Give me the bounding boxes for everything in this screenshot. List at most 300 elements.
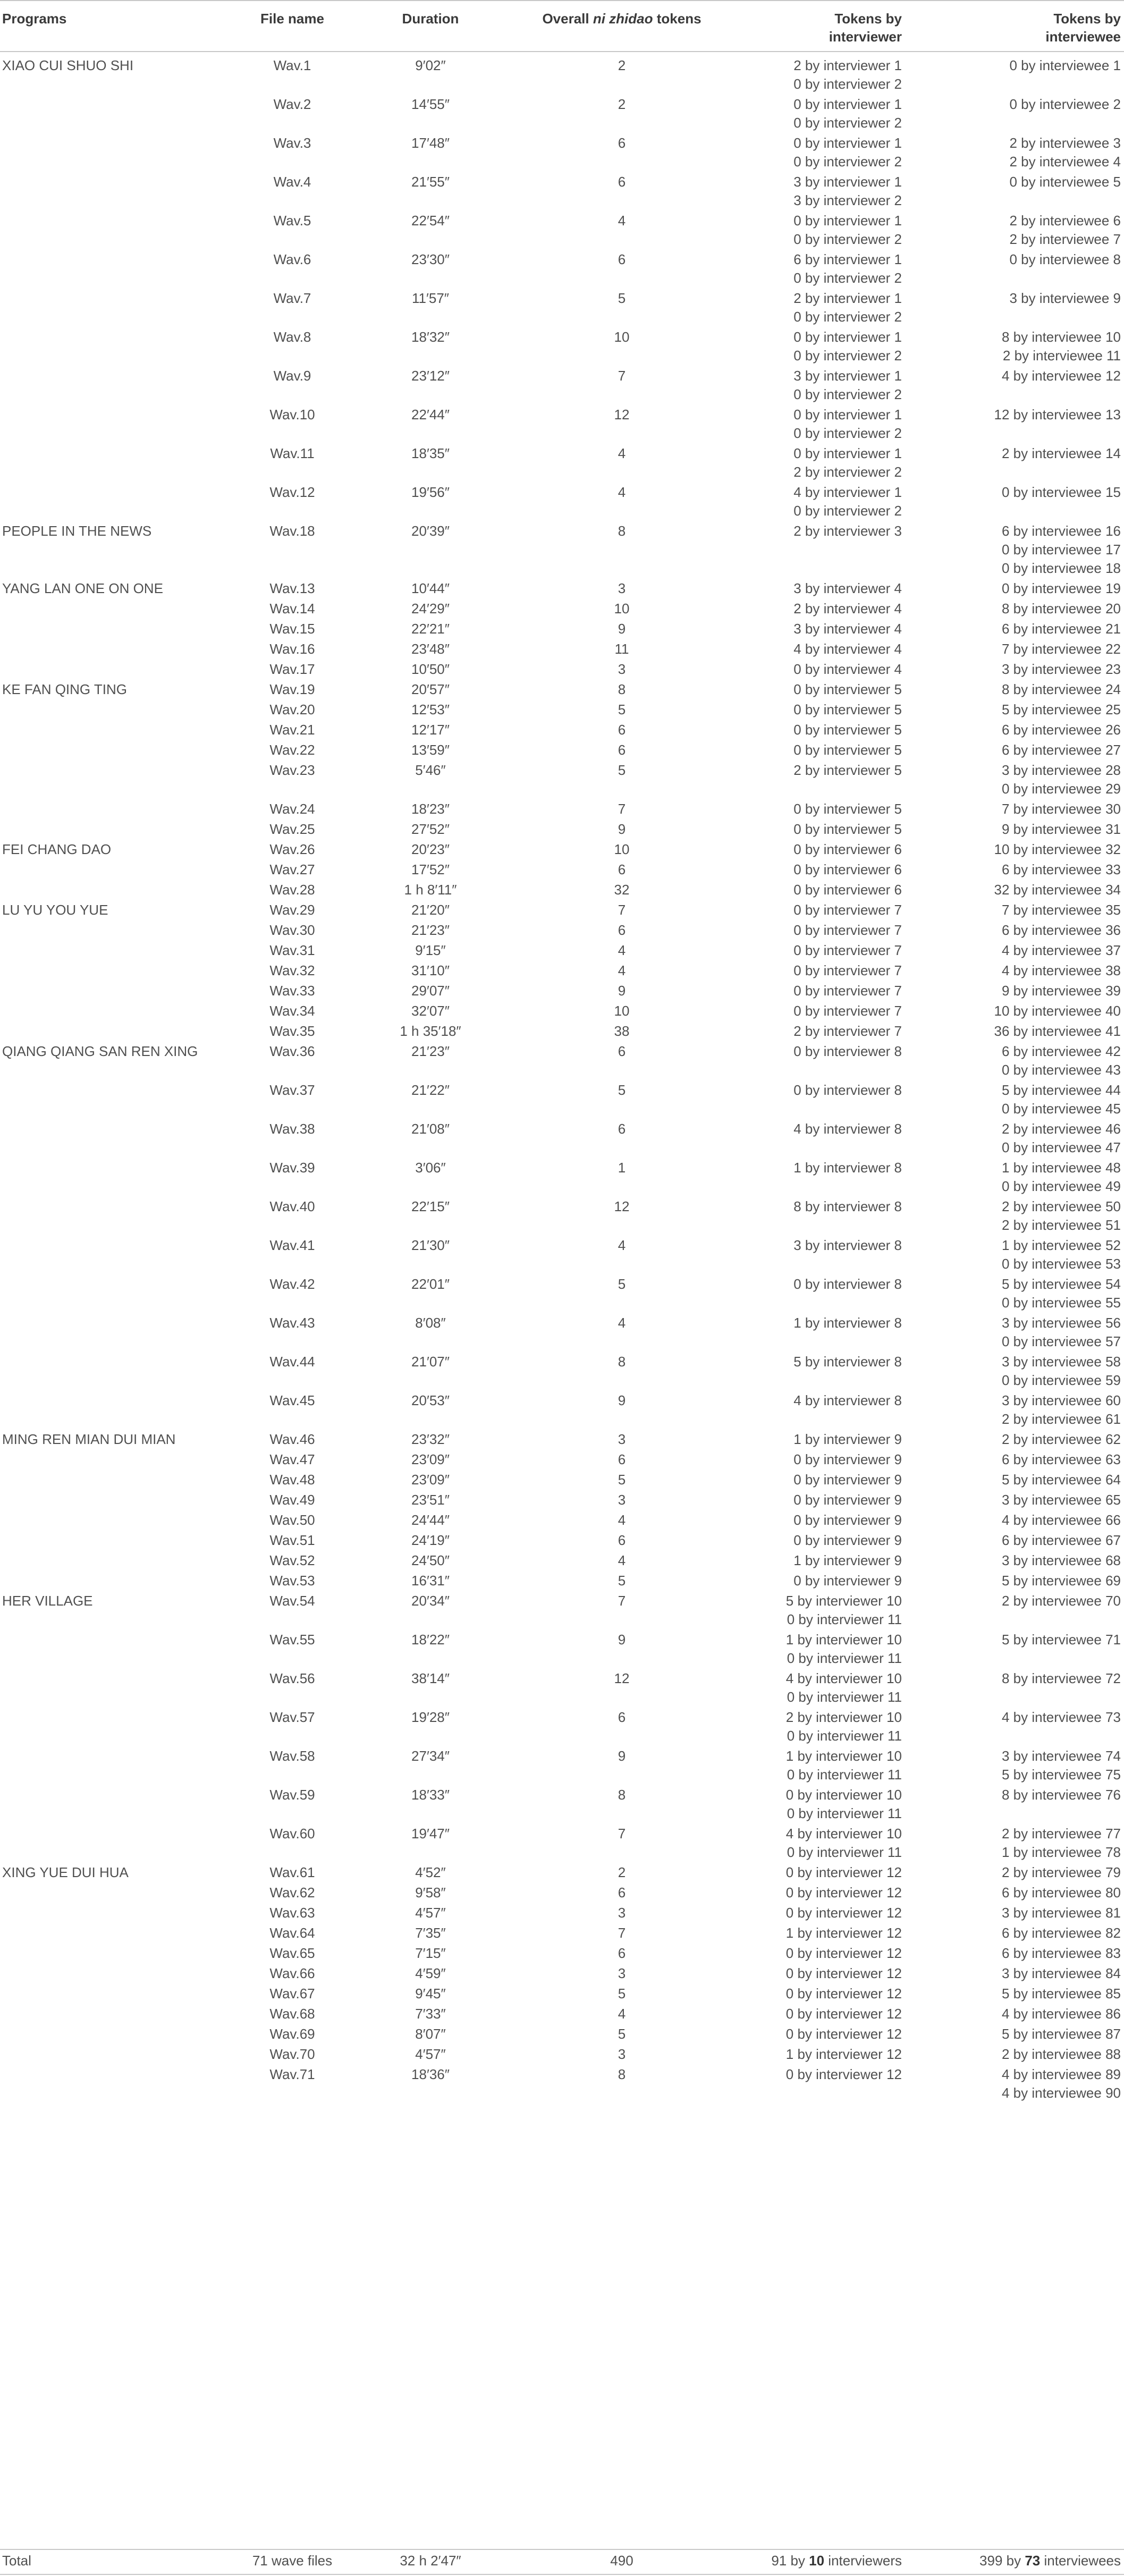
overall-tokens: 7: [618, 1593, 626, 1609]
total-interviewer-post: interviewers: [824, 2553, 902, 2569]
interviewee-tokens: [903, 680, 1121, 699]
duration: 14′55″: [411, 96, 450, 112]
interviewee-token-line: 1 by interviewee 78: [1001, 1844, 1121, 1860]
program-name: YANG LAN ONE ON ONE: [2, 580, 163, 596]
file-name: Wav.26: [269, 841, 315, 857]
interviewer-token-line: 4 by interviewer 4: [793, 641, 902, 657]
interviewee-token-line: 1 by interviewee 52: [1001, 1237, 1121, 1253]
overall-tokens: 4: [618, 962, 626, 978]
interviewer-token-line: 0 by interviewer 11: [787, 1767, 902, 1783]
program-name: XIAO CUI SHUO SHI: [2, 57, 134, 73]
interviewee-tokens: [903, 721, 1121, 739]
overall-tokens: 5: [618, 1472, 626, 1488]
file-name: Wav.8: [273, 329, 311, 345]
interviewer-tokens: [739, 1631, 902, 1668]
overall-tokens: 12: [614, 1670, 630, 1686]
interviewer-token-line: 0 by interviewer 2: [793, 386, 902, 402]
interviewee-tokens: [903, 1275, 1121, 1312]
header-interviewee-line2: interviewee: [1045, 29, 1121, 45]
overall-tokens: 6: [618, 922, 626, 938]
interviewee-tokens: [903, 406, 1121, 424]
overall-tokens: 8: [618, 1787, 626, 1803]
interviewer-token-line: 0 by interviewer 7: [793, 902, 902, 918]
interviewee-token-line: 2 by interviewee 3: [1009, 135, 1121, 151]
interviewer-tokens: [739, 700, 902, 719]
interviewer-tokens: [739, 1391, 902, 1410]
file-name: Wav.69: [269, 2026, 315, 2042]
interviewee-tokens: [903, 1669, 1121, 1688]
header-file-name: File name: [260, 11, 324, 27]
interviewer-token-line: 4 by interviewer 8: [793, 1121, 902, 1137]
interviewer-tokens: [739, 1572, 902, 1590]
duration: 20′53″: [411, 1392, 450, 1408]
interviewee-token-line: 7 by interviewee 30: [1001, 801, 1121, 817]
overall-tokens: 5: [618, 1082, 626, 1098]
interviewee-tokens: [903, 921, 1121, 940]
interviewee-tokens: [903, 134, 1121, 171]
interviewee-token-line: 0 by interviewee 53: [1001, 1256, 1121, 1272]
duration: 19′47″: [411, 1826, 450, 1842]
interviewee-token-line: 10 by interviewee 40: [994, 1003, 1121, 1019]
interviewer-token-line: 0 by interviewer 5: [793, 702, 902, 717]
interviewee-token-line: 3 by interviewee 81: [1001, 1905, 1121, 1921]
duration: 9′02″: [415, 57, 446, 73]
interviewer-tokens: [739, 1314, 902, 1332]
interviewer-tokens: [739, 2005, 902, 2023]
interviewer-tokens: [739, 620, 902, 638]
file-name: Wav.47: [269, 1451, 315, 1467]
interviewee-token-line: 4 by interviewee 37: [1001, 942, 1121, 958]
interviewer-tokens: [739, 840, 902, 859]
interviewee-tokens: [903, 1944, 1121, 1963]
interviewer-token-line: 0 by interviewer 1: [793, 445, 902, 461]
total-tokens: 490: [610, 2553, 633, 2569]
duration: 23′30″: [411, 251, 450, 267]
file-name: Wav.36: [269, 1043, 315, 1059]
interviewee-tokens: [903, 961, 1121, 980]
interviewee-tokens: [903, 2065, 1121, 2102]
interviewee-tokens: [903, 860, 1121, 879]
program-name: QIANG QIANG SAN REN XING: [2, 1043, 198, 1059]
interviewer-tokens: [739, 721, 902, 739]
duration: 32′07″: [411, 1003, 450, 1019]
interviewee-token-line: 8 by interviewee 76: [1001, 1787, 1121, 1803]
interviewee-tokens: [903, 483, 1121, 502]
interviewer-tokens: [739, 444, 902, 482]
duration: 8′07″: [415, 2026, 446, 2042]
interviewer-token-line: 1 by interviewer 12: [785, 2046, 902, 2062]
interviewer-token-line: 1 by interviewer 8: [793, 1160, 902, 1176]
interviewer-token-line: 0 by interviewer 7: [793, 983, 902, 999]
file-name: Wav.51: [269, 1532, 315, 1548]
interviewee-token-line: 3 by interviewee 9: [1009, 290, 1121, 306]
duration: 18′33″: [411, 1787, 450, 1803]
file-name: Wav.14: [269, 601, 315, 616]
overall-tokens: 4: [618, 1237, 626, 1253]
total-interviewee: [903, 2552, 1121, 2570]
file-name: Wav.38: [269, 1121, 315, 1137]
duration: 22′54″: [411, 213, 450, 229]
overall-tokens: 6: [618, 742, 626, 758]
interviewee-tokens: [903, 1430, 1121, 1449]
header-overall-post: tokens: [653, 11, 702, 27]
interviewer-token-line: 3 by interviewer 1: [793, 174, 902, 190]
bottom-rule: [0, 2574, 1124, 2575]
overall-tokens: 5: [618, 1986, 626, 2001]
header-interviewer-line1: Tokens by: [834, 11, 902, 27]
interviewer-token-line: 3 by interviewer 4: [793, 580, 902, 596]
file-name: Wav.5: [273, 213, 311, 229]
interviewee-token-line: 4 by interviewee 12: [1001, 368, 1121, 384]
interviewer-token-line: 0 by interviewer 12: [785, 1885, 902, 1901]
program-name: XING YUE DUI HUA: [2, 1864, 129, 1880]
duration: 5′46″: [415, 762, 446, 778]
interviewer-tokens: [739, 820, 902, 839]
interviewer-token-line: 0 by interviewer 9: [793, 1573, 902, 1589]
overall-tokens: 9: [618, 983, 626, 999]
interviewee-token-line: 0 by interviewee 59: [1001, 1372, 1121, 1388]
interviewer-token-line: 3 by interviewer 8: [793, 1237, 902, 1253]
overall-tokens: 4: [618, 942, 626, 958]
file-name: Wav.22: [269, 742, 315, 758]
overall-tokens: 4: [618, 1552, 626, 1568]
interviewer-token-line: 0 by interviewer 12: [785, 1905, 902, 1921]
interviewer-token-line: 0 by interviewer 6: [793, 882, 902, 898]
header-interviewer-line2: interviewer: [829, 29, 902, 45]
interviewer-token-line: 0 by interviewer 2: [793, 270, 902, 286]
file-name: Wav.70: [269, 2046, 315, 2062]
duration: 9′45″: [415, 1986, 446, 2001]
program-name: PEOPLE IN THE NEWS: [2, 523, 152, 539]
interviewer-tokens: [739, 1159, 902, 1177]
file-name: Wav.63: [269, 1905, 315, 1921]
interviewee-token-line: 2 by interviewee 14: [1001, 445, 1121, 461]
duration: 21′23″: [411, 1043, 450, 1059]
duration: 18′23″: [411, 801, 450, 817]
overall-tokens: 9: [618, 1632, 626, 1648]
interviewer-token-line: 0 by interviewer 12: [785, 2066, 902, 2082]
interviewer-token-line: 0 by interviewer 7: [793, 1003, 902, 1019]
overall-tokens: 9: [618, 1392, 626, 1408]
interviewee-token-line: 0 by interviewee 18: [1001, 560, 1121, 576]
program-name: LU YU YOU YUE: [2, 902, 108, 918]
interviewer-tokens: [739, 1747, 902, 1784]
file-name: Wav.62: [269, 1885, 315, 1901]
interviewer-tokens: [739, 860, 902, 879]
interviewee-token-line: 10 by interviewee 32: [994, 841, 1121, 857]
interviewer-tokens: [739, 1863, 902, 1882]
interviewee-token-line: 0 by interviewee 1: [1009, 57, 1121, 73]
file-name: Wav.44: [269, 1354, 315, 1370]
interviewee-token-line: 6 by interviewee 27: [1001, 742, 1121, 758]
interviewer-token-line: 0 by interviewer 5: [793, 681, 902, 697]
file-name: Wav.60: [269, 1826, 315, 1842]
interviewee-token-line: 12 by interviewee 13: [994, 407, 1121, 423]
duration: 24′19″: [411, 1532, 450, 1548]
interviewee-tokens: [903, 640, 1121, 658]
interviewee-token-line: 5 by interviewee 75: [1001, 1767, 1121, 1783]
duration: 3′06″: [415, 1160, 446, 1176]
file-name: Wav.37: [269, 1082, 315, 1098]
interviewee-token-line: 6 by interviewee 80: [1001, 1885, 1121, 1901]
interviewer-token-line: 0 by interviewer 1: [793, 213, 902, 229]
file-name: Wav.67: [269, 1986, 315, 2001]
interviewer-token-line: 3 by interviewer 2: [793, 192, 902, 208]
interviewer-token-line: 0 by interviewer 2: [793, 309, 902, 325]
interviewee-tokens: [903, 840, 1121, 859]
interviewer-token-line: 0 by interviewer 11: [787, 1805, 902, 1821]
file-name: Wav.15: [269, 621, 315, 637]
overall-tokens: 9: [618, 1748, 626, 1764]
interviewer-tokens: [739, 660, 902, 679]
interviewee-token-line: 6 by interviewee 83: [1001, 1945, 1121, 1961]
interviewee-tokens: [903, 1631, 1121, 1649]
header-rule: [0, 51, 1124, 52]
file-name: Wav.55: [269, 1632, 315, 1648]
interviewer-token-line: 0 by interviewer 11: [787, 1611, 902, 1627]
interviewer-tokens: [739, 1197, 902, 1216]
header-interviewer: [739, 10, 902, 46]
duration: 21′55″: [411, 174, 450, 190]
interviewer-token-line: 0 by interviewer 7: [793, 962, 902, 978]
file-name: Wav.49: [269, 1492, 315, 1508]
overall-tokens: 6: [618, 1709, 626, 1725]
file-name: Wav.32: [269, 962, 315, 978]
duration: 4′57″: [415, 1905, 446, 1921]
file-name: Wav.61: [269, 1864, 315, 1880]
interviewee-token-line: 0 by interviewee 47: [1001, 1139, 1121, 1155]
interviewee-tokens: [903, 444, 1121, 463]
interviewer-tokens: [739, 640, 902, 658]
interviewee-token-line: 4 by interviewee 86: [1001, 2006, 1121, 2022]
file-name: Wav.68: [269, 2006, 315, 2022]
interviewee-tokens: [903, 1747, 1121, 1784]
interviewee-token-line: 4 by interviewee 66: [1001, 1512, 1121, 1528]
overall-tokens: 3: [618, 1492, 626, 1508]
program-name: FEI CHANG DAO: [2, 841, 112, 857]
duration: 21′07″: [411, 1354, 450, 1370]
file-name: Wav.25: [269, 821, 315, 837]
overall-tokens: 3: [618, 1965, 626, 1981]
interviewee-token-line: 3 by interviewee 23: [1001, 661, 1121, 677]
interviewee-token-line: 5 by interviewee 44: [1001, 1082, 1121, 1098]
interviewer-token-line: 0 by interviewer 10: [785, 1787, 902, 1803]
interviewer-tokens: [739, 2025, 902, 2043]
interviewee-token-line: 2 by interviewee 11: [1002, 348, 1121, 364]
duration: 22′01″: [411, 1276, 450, 1292]
overall-tokens: 32: [614, 882, 630, 898]
interviewee-tokens: [903, 328, 1121, 365]
interviewee-token-line: 8 by interviewee 20: [1001, 601, 1121, 616]
interviewee-tokens: [903, 1022, 1121, 1041]
interviewer-token-line: 0 by interviewer 7: [793, 942, 902, 958]
interviewee-tokens: [903, 660, 1121, 679]
interviewer-token-line: 0 by interviewer 9: [793, 1472, 902, 1488]
interviewer-tokens: [739, 599, 902, 618]
total-interviewer-count: 10: [809, 2553, 825, 2569]
interviewee-tokens: [903, 1863, 1121, 1882]
file-name: Wav.52: [269, 1552, 315, 1568]
duration: 4′52″: [415, 1864, 446, 1880]
interviewer-token-line: 0 by interviewer 11: [787, 1650, 902, 1666]
overall-tokens: 9: [618, 621, 626, 637]
interviewer-token-line: 0 by interviewer 1: [793, 135, 902, 151]
duration: 20′39″: [411, 523, 450, 539]
interviewee-token-line: 0 by interviewee 43: [1001, 1062, 1121, 1078]
interviewee-token-line: 6 by interviewee 33: [1001, 862, 1121, 877]
duration: 21′20″: [411, 902, 450, 918]
interviewee-token-line: 6 by interviewee 63: [1001, 1451, 1121, 1467]
overall-tokens: 6: [618, 251, 626, 267]
duration: 18′35″: [411, 445, 450, 461]
file-name: Wav.23: [269, 762, 315, 778]
file-name: Wav.7: [273, 290, 311, 306]
duration: 22′21″: [411, 621, 450, 637]
interviewer-tokens: [739, 1471, 902, 1489]
file-name: Wav.35: [269, 1023, 315, 1039]
interviewee-tokens: [903, 1825, 1121, 1862]
file-name: Wav.27: [269, 862, 315, 877]
overall-tokens: 8: [618, 2066, 626, 2082]
file-name: Wav.18: [269, 523, 315, 539]
interviewer-tokens: [739, 1786, 902, 1823]
duration: 24′29″: [411, 601, 450, 616]
duration: 20′23″: [411, 841, 450, 857]
duration: 20′34″: [411, 1593, 450, 1609]
interviewee-tokens: [903, 1391, 1121, 1429]
duration: 7′33″: [415, 2006, 446, 2022]
interviewee-token-line: 4 by interviewee 90: [1001, 2085, 1121, 2101]
interviewer-token-line: 0 by interviewer 2: [793, 425, 902, 441]
duration: 21′22″: [411, 1082, 450, 1098]
interviewee-token-line: 1 by interviewee 48: [1001, 1160, 1121, 1176]
overall-tokens: 5: [618, 1573, 626, 1589]
duration: 23′09″: [411, 1472, 450, 1488]
file-name: Wav.9: [273, 368, 311, 384]
total-label: Total: [2, 2553, 31, 2569]
interviewer-token-line: 3 by interviewer 4: [793, 621, 902, 637]
file-name: Wav.12: [269, 484, 315, 500]
overall-tokens: 3: [618, 1905, 626, 1921]
interviewer-token-line: 8 by interviewer 8: [793, 1198, 902, 1214]
file-name: Wav.57: [269, 1709, 315, 1725]
interviewer-token-line: 0 by interviewer 5: [793, 742, 902, 758]
duration: 17′48″: [411, 135, 450, 151]
interviewer-token-line: 0 by interviewer 2: [793, 231, 902, 247]
duration: 1 h 35′18″: [400, 1023, 461, 1039]
file-name: Wav.31: [269, 942, 315, 958]
overall-tokens: 11: [614, 641, 629, 657]
interviewer-tokens: [739, 1592, 902, 1629]
interviewee-token-line: 6 by interviewee 82: [1001, 1925, 1121, 1941]
file-name: Wav.11: [270, 445, 315, 461]
interviewer-token-line: 0 by interviewer 2: [793, 76, 902, 92]
duration: 23′51″: [411, 1492, 450, 1508]
header-duration: Duration: [402, 11, 459, 27]
overall-tokens: 10: [614, 841, 630, 857]
file-name: Wav.41: [269, 1237, 315, 1253]
interviewer-token-line: 0 by interviewer 12: [785, 2006, 902, 2022]
interviewer-tokens: [739, 250, 902, 288]
interviewee-token-line: 3 by interviewee 65: [1001, 1492, 1121, 1508]
file-name: Wav.19: [269, 681, 315, 697]
interviewee-token-line: 2 by interviewee 79: [1001, 1864, 1121, 1880]
duration: 12′53″: [411, 702, 450, 717]
interviewee-token-line: 4 by interviewee 38: [1001, 962, 1121, 978]
total-files: 71 wave files: [252, 2553, 333, 2569]
duration: 10′50″: [411, 661, 450, 677]
overall-tokens: 5: [618, 2026, 626, 2042]
interviewer-token-line: 0 by interviewer 5: [793, 801, 902, 817]
interviewee-token-line: 6 by interviewee 42: [1001, 1043, 1121, 1059]
overall-tokens: 5: [618, 290, 626, 306]
total-interviewer-pre: 91 by: [771, 2553, 809, 2569]
interviewer-token-line: 1 by interviewer 10: [785, 1632, 902, 1648]
interviewer-token-line: 0 by interviewer 5: [793, 722, 902, 738]
program-name: MING REN MIAN DUI MIAN: [2, 1431, 176, 1447]
overall-tokens: 6: [618, 1532, 626, 1548]
total-duration: 32 h 2′47″: [400, 2553, 461, 2569]
interviewer-token-line: 0 by interviewer 1: [793, 407, 902, 423]
duration: 20′57″: [411, 681, 450, 697]
file-name: Wav.28: [269, 882, 315, 898]
interviewee-token-line: 2 by interviewee 77: [1001, 1826, 1121, 1842]
overall-tokens: 3: [618, 1431, 626, 1447]
interviewer-tokens: [739, 881, 902, 899]
interviewer-tokens: [739, 1081, 902, 1100]
interviewer-tokens: [739, 941, 902, 960]
file-name: Wav.48: [269, 1472, 315, 1488]
overall-tokens: 6: [618, 135, 626, 151]
header-overall-tokens: [505, 10, 739, 28]
interviewee-tokens: [903, 2025, 1121, 2043]
interviewer-token-line: 0 by interviewer 2: [793, 503, 902, 519]
file-name: Wav.43: [269, 1315, 315, 1331]
interviewee-token-line: 0 by interviewee 8: [1009, 251, 1121, 267]
interviewee-tokens: [903, 1511, 1121, 1530]
interviewee-token-line: 3 by interviewee 60: [1001, 1392, 1121, 1408]
file-name: Wav.16: [269, 641, 315, 657]
overall-tokens: 6: [618, 1451, 626, 1467]
interviewee-token-line: 2 by interviewee 4: [1009, 154, 1121, 170]
interviewer-tokens: [739, 1708, 902, 1745]
interviewee-token-line: 0 by interviewee 57: [1001, 1333, 1121, 1349]
interviewee-token-line: 9 by interviewee 31: [1001, 821, 1121, 837]
file-name: Wav.20: [269, 702, 315, 717]
interviewee-tokens: [903, 1081, 1121, 1118]
interviewer-tokens: [739, 2065, 902, 2084]
overall-tokens: 6: [618, 722, 626, 738]
interviewee-tokens: [903, 820, 1121, 839]
interviewer-token-line: 6 by interviewer 1: [793, 251, 902, 267]
file-name: Wav.42: [269, 1276, 315, 1292]
interviewee-token-line: 8 by interviewee 10: [1001, 329, 1121, 345]
interviewer-tokens: [739, 761, 902, 780]
duration: 21′23″: [411, 922, 450, 938]
interviewer-token-line: 0 by interviewer 9: [793, 1492, 902, 1508]
interviewer-token-line: 3 by interviewer 1: [793, 368, 902, 384]
duration: 22′44″: [411, 407, 450, 423]
interviewee-token-line: 0 by interviewee 45: [1001, 1101, 1121, 1117]
total-interviewer: [739, 2552, 902, 2570]
interviewer-token-line: 0 by interviewer 6: [793, 862, 902, 877]
interviewer-tokens: [739, 522, 902, 540]
overall-tokens: 8: [618, 1354, 626, 1370]
header-overall-pre: Overall: [542, 11, 593, 27]
file-name: Wav.10: [269, 407, 315, 423]
interviewee-token-line: 7 by interviewee 22: [1001, 641, 1121, 657]
interviewee-token-line: 3 by interviewee 58: [1001, 1354, 1121, 1370]
